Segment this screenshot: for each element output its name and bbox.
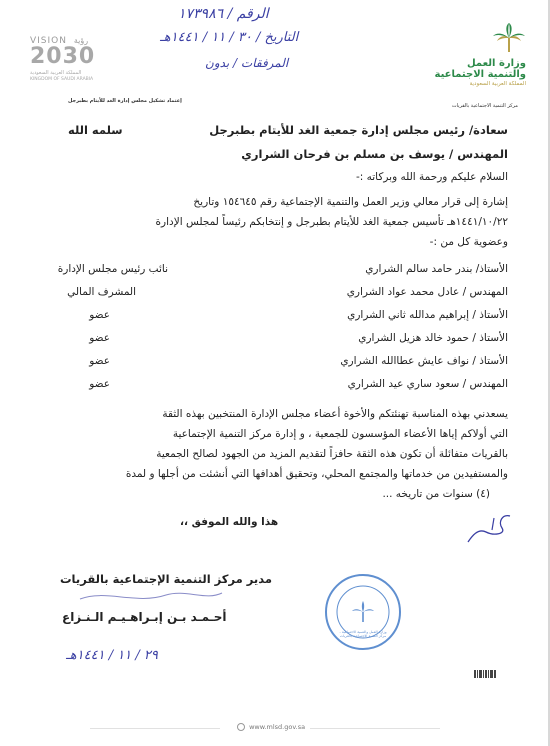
member-name: المهندس / سعود ساري عيد الشراري — [347, 378, 508, 390]
vision-kingdom-ar: المملكة العربية السعودية — [30, 70, 82, 76]
greeting: السلام عليكم ورحمة الله وبركاته :- — [355, 171, 508, 183]
official-stamp — [323, 572, 403, 652]
member-name: الأستاذ / نواف عايش عطاالله الشراري — [340, 355, 508, 367]
ministry-country: المملكة العربية السعودية — [469, 81, 526, 87]
intro-line: وعضوية كل من :- — [429, 236, 508, 248]
footer-url-text: www.mlsd.gov.sa — [249, 723, 306, 731]
member-name: الأستاذ / إبراهيم مدالله ثاني الشراري — [347, 309, 508, 321]
intro-line: إشارة إلى قرار معالي وزير العمل والتنمية الإجتماعية رقم ١٥٤٦٤٥ وتاريخ — [193, 196, 508, 208]
body-line: والمستفيدين من خدماتها والمجتمع المحلي، وتحقيق أهدافها التي أنشئت من أجلها و لمدة — [125, 468, 508, 480]
signatory-name: أحـمـد بـن إبـراهـيـم الـنـزاع — [62, 610, 227, 624]
member-role: نائب رئيس مجلس الإدارة — [57, 263, 168, 275]
member-row — [48, 332, 508, 350]
stamp-text: وزارة العمل والتنمية الاجتماعية - مركز التنمية الاجتماعية بالقريات — [339, 630, 387, 638]
closing: هذا والله الموفق ،، — [180, 516, 279, 528]
signatory-title: مدير مركز التنمية الإجتماعية بالقريات — [60, 572, 273, 586]
body-line: التي أولاكم إياها الأعضاء المؤسسون للجمعية ، و إدارة مركز التنمية الإجتماعية — [172, 428, 508, 440]
vision-year: 2030 — [30, 44, 96, 69]
handwritten-attachments: المرفقات / بدون — [205, 56, 289, 70]
intro-line: ١٤٤١/١٠/٢٢هـ تأسيس جمعية الغد للأيتام بطبرجل و إنتخابكم رئيساً لمجلس الإدارة — [155, 216, 508, 228]
member-role: المشرف المالي — [67, 286, 136, 298]
globe-icon — [237, 723, 245, 731]
vision-word-ar: رؤية — [73, 36, 89, 45]
member-row — [48, 286, 508, 304]
handwritten-date: التاريخ / ٣٠ / ١١ / ١٤٤١هـ — [160, 30, 299, 45]
footer-divider — [90, 728, 220, 729]
ministry-name-line1: وزارة العمل — [467, 58, 526, 69]
addressee-name: المهندس / يوسف بن مسلم بن فرحان الشراري — [241, 147, 508, 161]
member-row — [48, 355, 508, 373]
member-row — [48, 263, 508, 281]
member-name: المهندس / عادل محمد عواد الشراري — [346, 286, 508, 298]
member-role: عضو — [89, 309, 110, 321]
member-row — [48, 378, 508, 396]
vision-word: VISION — [30, 36, 67, 46]
handwritten-number: الرقم / ١٧٣٩٨٦ — [178, 6, 269, 22]
palm-emblem-icon — [492, 22, 526, 56]
ministry-logo — [406, 22, 526, 102]
footer-divider — [310, 728, 440, 729]
member-role: عضو — [89, 332, 110, 344]
document-mark — [474, 664, 498, 674]
body-line: يسعدني بهذه المناسبة تهنئتكم والأخوة أعضاء مجلس الإدارة المنتخبين بهذه الثقة — [162, 408, 508, 420]
member-role: عضو — [89, 378, 110, 390]
handwritten-initial-mark — [464, 510, 514, 550]
body-line: بالقريات متفائلة أن تكون هذه الثقة حافزاً لتقديم المزيد من الجهود لصالح الجمعية — [156, 448, 508, 460]
stamp-circle-icon — [323, 572, 403, 652]
body-paragraph — [38, 404, 508, 504]
salutation: سلمه الله — [68, 123, 123, 137]
approval-note: إعتماد تشكيل مجلس إدارة الغد للأيتام بطبرجل — [68, 98, 182, 104]
signature-date: ٢٩ / ١١ / ١٤٤١هـ — [66, 648, 158, 663]
member-name: الأستاذ / حمود خالد هزيل الشراري — [358, 332, 508, 344]
intro-paragraph — [38, 192, 508, 252]
member-role: عضو — [89, 355, 110, 367]
vision-kingdom-en: KINGDOM OF SAUDI ARABIA — [30, 77, 94, 82]
signature-mark — [76, 585, 226, 609]
body-line: (٤) سنوات من تاريخه ... — [382, 488, 490, 500]
member-name: الأستاذ/ بندر حامد سالم الشراري — [365, 263, 508, 275]
member-row — [48, 309, 508, 327]
vision-2030-logo — [30, 36, 120, 91]
addressee-title: سعادة/ رئيس مجلس إدارة جمعية الغد للأيتام بطبرجل — [209, 123, 508, 137]
barcode-icon — [474, 669, 498, 679]
footer-url — [237, 723, 305, 731]
ministry-name-line2: والتنمية الاجتماعية — [434, 69, 526, 80]
center-name: مركز التنمية الاجتماعية بالقريات — [451, 103, 518, 109]
